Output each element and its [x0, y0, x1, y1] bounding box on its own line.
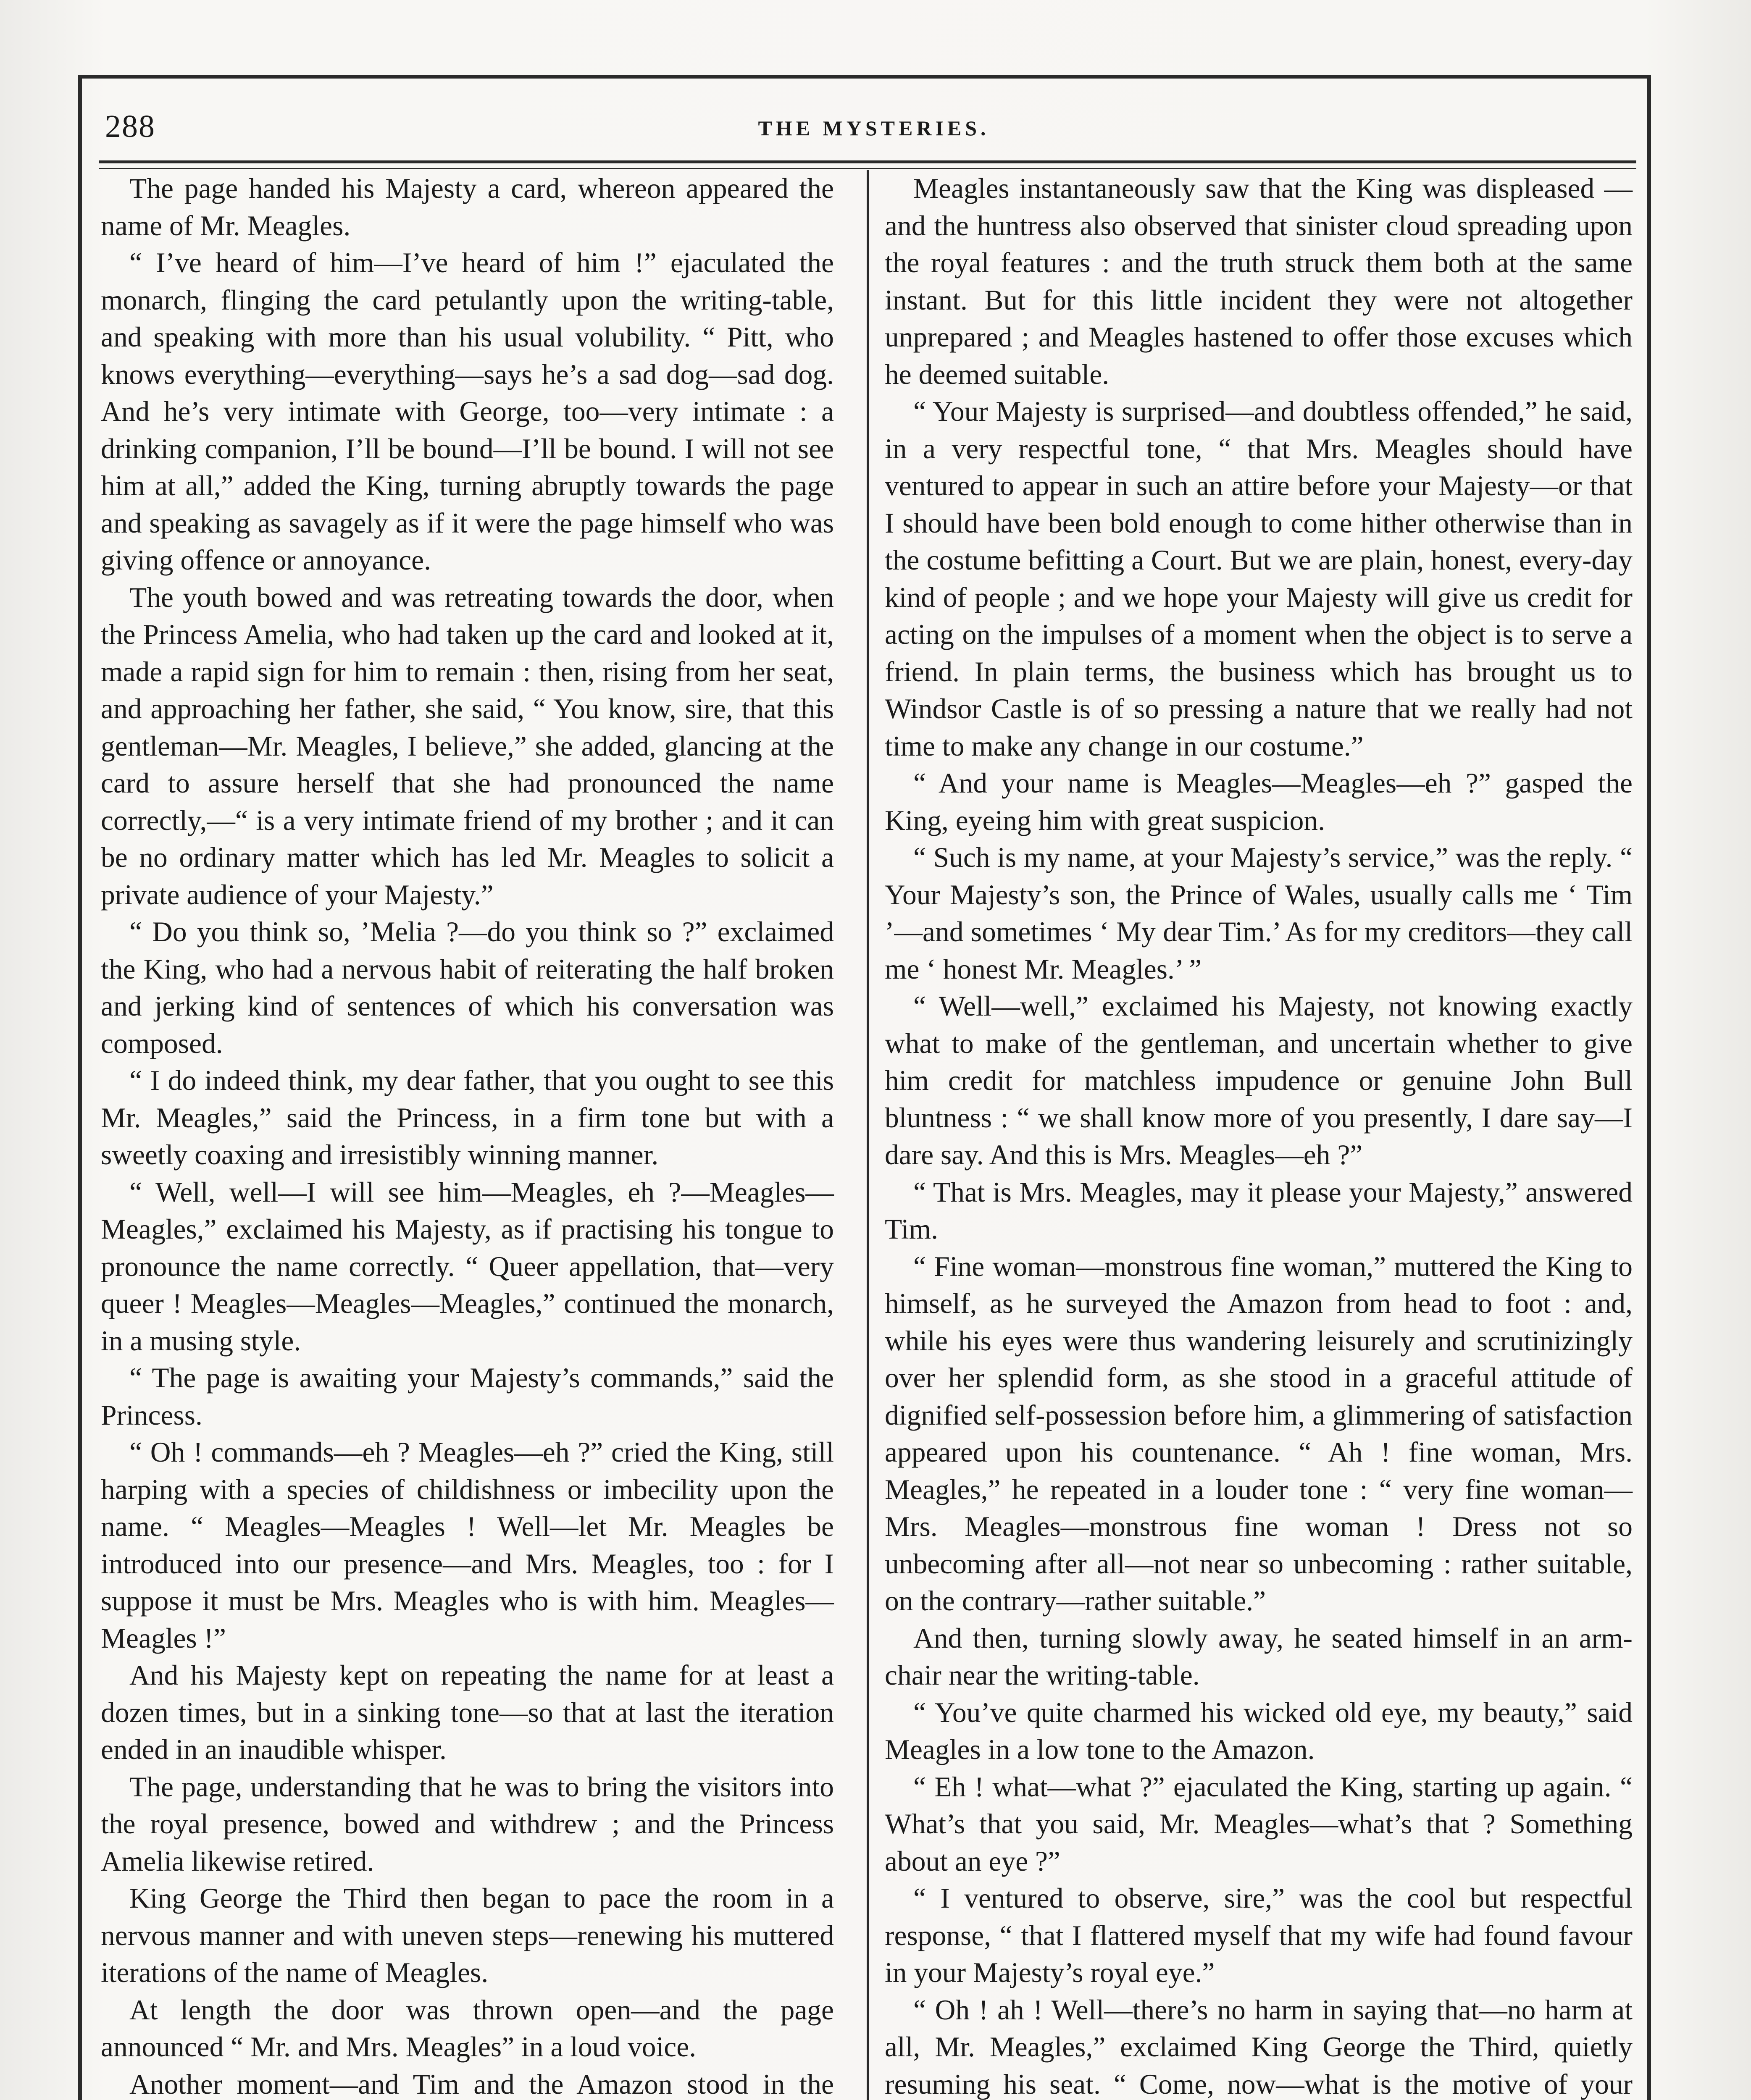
paragraph: Another moment—and Tim and the Amazon stood in the — [129, 2068, 834, 2100]
running-title: THE MYSTERIES. — [758, 116, 990, 140]
left-column — [101, 170, 834, 2100]
paragraph: At length the door was thrown open—and the page announced “ Mr. and Mrs. Meagles” in a loud voice. — [101, 1994, 834, 2063]
paragraph: The page, understanding that he was to bring the visitors into the royal presence, bowed and withdrew ; and the Princess Amelia likewise retired. — [101, 1771, 834, 1877]
paragraph: King George the Third then began to pace the room in a nervous manner and with uneven steps—renewing his muttered iterations of the name of Meagles. — [101, 1882, 834, 1988]
paragraph: “ Do you think so, ’Melia ?—do you think so ?” exclaimed the King, who had a nervous habit of reiterating the half broken and jerking kind of sentences of which his conversation was composed. — [101, 916, 834, 1059]
paragraph: “ I ventured to observe, sire,” was the cool but respectful response, “ that I flattered myself that my wife had found favour in your Majesty’s royal eye.” — [885, 1882, 1633, 1988]
paragraph: “ I do indeed think, my dear father, that you ought to see this Mr. Meagles,” said the Princess, in a firm tone but with a sweetly coaxing and irresistibly winning manner. — [101, 1065, 834, 1171]
paragraph: The youth bowed and was retreating towards the door, when the Princess Amelia, who had taken up the card and looked at it, made a rapid sign for him to remain : then, rising from her seat, and approaching her father, she said, “ You know, sire, that this gentleman—Mr. Meagles, I believe,” she added, glancing at the card to assure herself that she had pronounced the name correctly,—“ is a very intimate friend of my brother ; and it can be no ordinary matter which has led Mr. Meagles to solicit a private audience of your Majesty.” — [101, 581, 834, 911]
page-header — [105, 97, 1643, 152]
paragraph: Meagles instantaneously saw that the King was displeased — and the huntress also observed that sinister cloud spreading upon the royal features : and the truth struck them both at the same instant. But for this little incident they were not altogether unprepared ; and Meagles hastened to offer those excuses which he deemed suitable. — [885, 173, 1633, 390]
right-column — [885, 170, 1633, 2100]
paragraph: “ I’ve heard of him—I’ve heard of him !” ejaculated the monarch, flinging the card petulantly upon the writing-table, and speaking with more than his usual volubility. “ Pitt, who knows everything—everything—says he’s a sad dog—sad dog. And he’s very intimate with George, too—very intimate : a drinking companion, I’ll be bound—I’ll be bound. I will not see him at all,” added the King, turning abruptly towards the page and speaking as savagely as if it were the page himself who was giving offence or annoyance. — [101, 247, 834, 576]
paragraph: “ That is Mrs. Meagles, may it please your Majesty,” answered Tim. — [885, 1176, 1633, 1245]
paragraph: The page handed his Majesty a card, whereon appeared the name of Mr. Meagles. — [101, 173, 834, 242]
page-number: 288 — [105, 109, 155, 144]
paragraph: “ Oh ! commands—eh ? Meagles—eh ?” cried the King, still harping with a species of childishness or imbecility upon the name. “ Meagles—Meagles ! Well—let Mr. Meagles be introduced into our presence—and Mrs. Meagles, too : for I suppose it must be Mrs. Meagles who is with him. Meagles—Meagles !” — [101, 1436, 834, 1654]
paragraph: “ Oh ! ah ! Well—there’s no harm in saying that—no harm at all, Mr. Meagles,” exclaimed King George the Third, quietly resuming his seat. “ Come, now—what is the motive of your — [885, 1994, 1633, 2100]
paragraph: “ Well, well—I will see him—Meagles, eh ?—Meagles—Meagles,” exclaimed his Majesty, as if practising his tongue to pronounce the name correctly. “ Queer appellation, that—very queer ! Meagles—Meagles—Meagles,” continued the monarch, in a musing style. — [101, 1176, 834, 1357]
paragraph: “ Well—well,” exclaimed his Majesty, not knowing exactly what to make of the gentleman, and uncertain whether to give him credit for matchless impudence or genuine John Bull bluntness : “ we shall know more of you presently, I dare say—I dare say. And this is Mrs. Meagles—eh ?” — [885, 990, 1633, 1171]
paragraph: And then, turning slowly away, he seated himself in an arm-chair near the writing-table. — [885, 1622, 1633, 1691]
header-rule-thin — [99, 168, 1636, 169]
paragraph: “ The page is awaiting your Majesty’s commands,” said the Princess. — [101, 1362, 834, 1431]
paragraph: “ And your name is Meagles—Meagles—eh ?” gasped the King, eyeing him with great suspicion. — [885, 767, 1633, 836]
column-divider — [867, 170, 869, 2100]
paragraph: “ You’ve quite charmed his wicked old eye, my beauty,” said Meagles in a low tone to the Amazon. — [885, 1696, 1633, 1765]
paragraph: “ Eh ! what—what ?” ejaculated the King, starting up again. “ What’s that you said, Mr. Meagles—what’s that ? Something about an eye ?” — [885, 1771, 1633, 1877]
paragraph: “ Fine woman—monstrous fine woman,” muttered the King to himself, as he surveyed the Amazon from head to foot : and, while his eyes were thus wandering leisurely and scrutinizingly over her splendid form, as she stood in a graceful attitude of dignified self-possession before him, a glimmering of satisfaction appeared upon his countenance. “ Ah ! fine woman, Mrs. Meagles,” he repeated in a louder tone : “ very fine woman—Mrs. Meagles—monstrous fine woman ! Dress not so unbecoming after all—not near so unbecoming : rather suitable, on the contrary—rather suitable.” — [885, 1250, 1633, 1617]
header-rule — [99, 160, 1636, 163]
paragraph: “ Your Majesty is surprised—and doubtless offended,” he said, in a very respectful tone, “ that Mrs. Meagles should have ventured to appear in such an attire before your Majesty—or that I should have been bold enough to come hither otherwise than in the costume befitting a Court. But we are plain, honest, every-day kind of people ; and we hope your Majesty will give us credit for acting on the impulses of a moment when the object is to serve a friend. In plain terms, the business which has brought us to Windsor Castle is of so pressing a nature that we really had not time to make any change in our costume.” — [885, 396, 1633, 762]
paragraph: “ Such is my name, at your Majesty’s service,” was the reply. “ Your Majesty’s son, the Prince of Wales, usually calls me ‘ Tim ’—and sometimes ‘ My dear Tim.’ As for my creditors—they call me ‘ honest Mr. Meagles.’ ” — [885, 842, 1633, 985]
paragraph: And his Majesty kept on repeating the name for at least a dozen times, but in a sinking tone—so that at last the iteration ended in an inaudible whisper. — [101, 1659, 834, 1765]
